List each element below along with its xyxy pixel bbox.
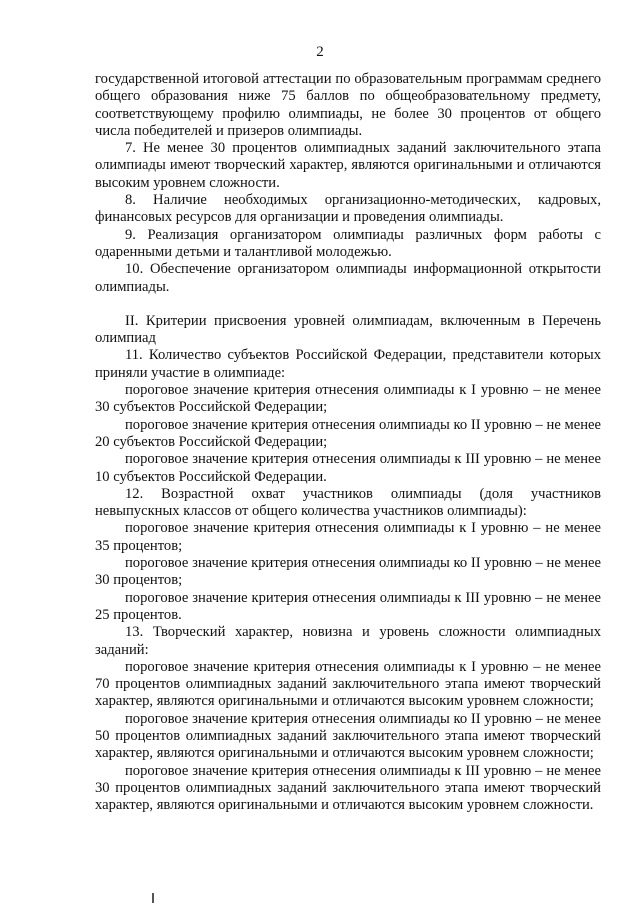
- paragraph-11-level-3: пороговое значение критерия отнесения олимпиады к III уровню – не менее 10 субъектов Российской Федерации.: [95, 451, 601, 485]
- paragraph-11-level-1: пороговое значение критерия отнесения олимпиады к I уровню – не менее 30 субъектов Российской Федерации;: [95, 382, 601, 416]
- paragraph-12: 12. Возрастной охват участников олимпиады (доля участников невыпускных классов от общего количества участников олимпиады):: [95, 485, 601, 520]
- paragraph-12-level-2: пороговое значение критерия отнесения олимпиады ко II уровню – не менее 30 процентов;: [95, 555, 601, 589]
- paragraph-9: 9. Реализация организатором олимпиады различных форм работы с одаренными детьми и талантливой молодежью.: [95, 226, 601, 260]
- page-number: 2: [316, 44, 324, 60]
- paragraph-13-level-3: пороговое значение критерия отнесения олимпиады к III уровню – не менее 30 процентов олимпиадных заданий заключительного этапа имеют творческий характер, являются оригинальными и отличаются высоким уровнем сложности.: [95, 762, 601, 814]
- paragraph-13-level-1: пороговое значение критерия отнесения олимпиады к I уровню – не менее 70 процентов олимпиадных заданий заключительного этапа имеют творческий характер, являются оригинальными и отличаются высоким уровнем сложности;: [95, 658, 601, 710]
- scan-mark: [152, 893, 154, 903]
- section-2-heading: II. Критерии присвоения уровней олимпиадам, включенным в Перечень олимпиад: [95, 312, 601, 347]
- paragraph-12-level-1: пороговое значение критерия отнесения олимпиады к I уровню – не менее 35 процентов;: [95, 520, 601, 554]
- paragraph-8: 8. Наличие необходимых организационно-методических, кадровых, финансовых ресурсов для организации и проведения олимпиады.: [95, 192, 601, 226]
- document-body: [95, 71, 601, 814]
- paragraph-11-level-2: пороговое значение критерия отнесения олимпиады ко II уровню – не менее 20 субъектов Российской Федерации;: [95, 416, 601, 450]
- paragraph-7: 7. Не менее 30 процентов олимпиадных заданий заключительного этапа олимпиады имеют творческий характер, являются оригинальными и отличаются высоким уровнем сложности.: [95, 140, 601, 191]
- paragraph-13-level-2: пороговое значение критерия отнесения олимпиады ко II уровню – не менее 50 процентов олимпиадных заданий заключительного этапа имеют творческий характер, являются оригинальными и отличаются высоким уровнем сложности;: [95, 710, 601, 762]
- paragraph-13: 13. Творческий характер, новизна и уровень сложности олимпиадных заданий:: [95, 624, 601, 658]
- paragraph-10: 10. Обеспечение организатором олимпиады информационной открытости олимпиады.: [95, 261, 601, 295]
- paragraph-continuation: государственной итоговой аттестации по образовательным программам среднего общего образования ниже 75 баллов по общеобразовательному предмету, соответствующему профилю олимпиады, не более 30 процентов от общего числа победителей и призеров олимпиады.: [95, 71, 601, 139]
- paragraph-12-level-3: пороговое значение критерия отнесения олимпиады к III уровню – не менее 25 процентов.: [95, 589, 601, 623]
- paragraph-11: 11. Количество субъектов Российской Федерации, представители которых приняли участие в олимпиаде:: [95, 347, 601, 381]
